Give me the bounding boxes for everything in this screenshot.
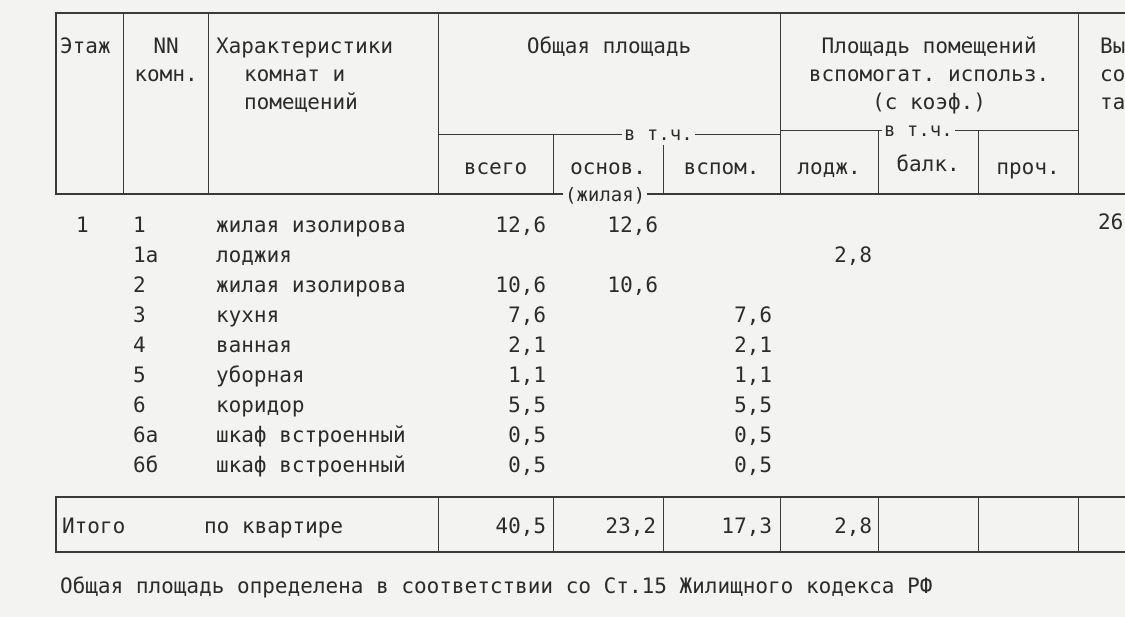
header-char-line1: Характеристики: [216, 34, 394, 58]
row-name: шкаф встроенный: [216, 423, 406, 447]
row-name: уборная: [216, 363, 305, 387]
totals-label: Итого: [62, 514, 126, 538]
totals-vline: [55, 496, 57, 553]
row-floor: 1: [76, 213, 89, 237]
row-loggia: 2,8: [834, 243, 872, 267]
row-nn: 6а: [133, 423, 159, 447]
row-nn: 1а: [133, 243, 159, 267]
totals-vline: [1078, 496, 1079, 553]
row-aux: 1,1: [734, 363, 772, 387]
row-extra: 26: [1098, 210, 1124, 234]
row-nn: 6б: [133, 453, 159, 477]
row-nn: 2: [133, 273, 146, 297]
row-name: шкаф встроенный: [216, 453, 406, 477]
row-aux: 7,6: [734, 303, 772, 327]
header-vline: [208, 12, 209, 195]
row-name: жилая изолирова: [216, 273, 406, 297]
totals-bottom-border: [55, 551, 1125, 553]
header-cut-line2: со: [1100, 62, 1125, 86]
header-vline: [55, 12, 57, 195]
header-floor: Этаж: [60, 34, 111, 58]
totals-main: 23,2: [605, 514, 656, 538]
header-char-line2: комнат и: [244, 62, 346, 86]
header-vline: [1078, 12, 1079, 195]
row-nn: 3: [133, 303, 146, 327]
header-aux-line2: вспомогат. использ.: [808, 62, 1050, 86]
row-total: 7,6: [508, 303, 546, 327]
header-nn-line2: комн.: [134, 62, 198, 86]
header-col-balcony: балк.: [896, 152, 960, 176]
header-col-main-line1: основ.: [570, 155, 646, 179]
row-total: 0,5: [508, 423, 546, 447]
totals-aux: 17,3: [721, 514, 772, 538]
totals-vline: [978, 496, 979, 553]
row-total: 0,5: [508, 453, 546, 477]
header-cut-line1: Вы: [1100, 34, 1125, 58]
row-aux: 0,5: [734, 453, 772, 477]
row-aux: 2,1: [734, 333, 772, 357]
row-main: 12,6: [607, 213, 658, 237]
row-aux: 5,5: [734, 393, 772, 417]
totals-loggia: 2,8: [834, 514, 872, 538]
header-col-aux: вспом.: [683, 155, 760, 179]
row-total: 2,1: [508, 333, 546, 357]
row-total: 10,6: [495, 273, 546, 297]
row-aux: 0,5: [734, 423, 772, 447]
row-name: коридор: [216, 393, 305, 417]
header-aux-line3: (с коэф.): [872, 90, 986, 114]
totals-total: 40,5: [495, 514, 546, 538]
header-col-other: проч.: [996, 155, 1060, 179]
header-nn-line1: NN: [153, 34, 179, 58]
footnote: Общая площадь определена в соответствии со Ст.15 Жилищного кодекса РФ: [60, 574, 933, 598]
header-top-border: [55, 12, 1125, 14]
row-nn: 1: [133, 213, 146, 237]
header-col-main-line2: (жилая): [565, 184, 646, 206]
row-nn: 4: [133, 333, 146, 357]
row-nn: 5: [133, 363, 146, 387]
row-total: 1,1: [508, 363, 546, 387]
header-char-line3: помещений: [244, 90, 358, 114]
header-col-total: всего: [463, 155, 528, 179]
header-cut-line3: та: [1100, 90, 1125, 114]
row-name: ванная: [216, 333, 292, 357]
totals-vline: [878, 496, 879, 553]
row-name: лоджия: [216, 243, 292, 267]
header-incl-label-area: в т.ч.: [624, 123, 693, 145]
header-sub-divider-area: [438, 134, 780, 135]
row-total: 12,6: [495, 213, 546, 237]
totals-top-border: [55, 496, 1125, 498]
totals-scope: по квартире: [204, 514, 344, 538]
header-col-loggia: лодж.: [797, 155, 861, 179]
row-name: кухня: [216, 303, 280, 327]
header-incl-label-aux: в т.ч.: [884, 119, 953, 141]
row-name: жилая изолирова: [216, 213, 406, 237]
row-total: 5,5: [508, 393, 546, 417]
row-nn: 6: [133, 393, 146, 417]
row-main: 10,6: [607, 273, 658, 297]
header-aux-line1: Площадь помещений: [821, 34, 1037, 58]
header-total-area: Общая площадь: [526, 34, 692, 58]
